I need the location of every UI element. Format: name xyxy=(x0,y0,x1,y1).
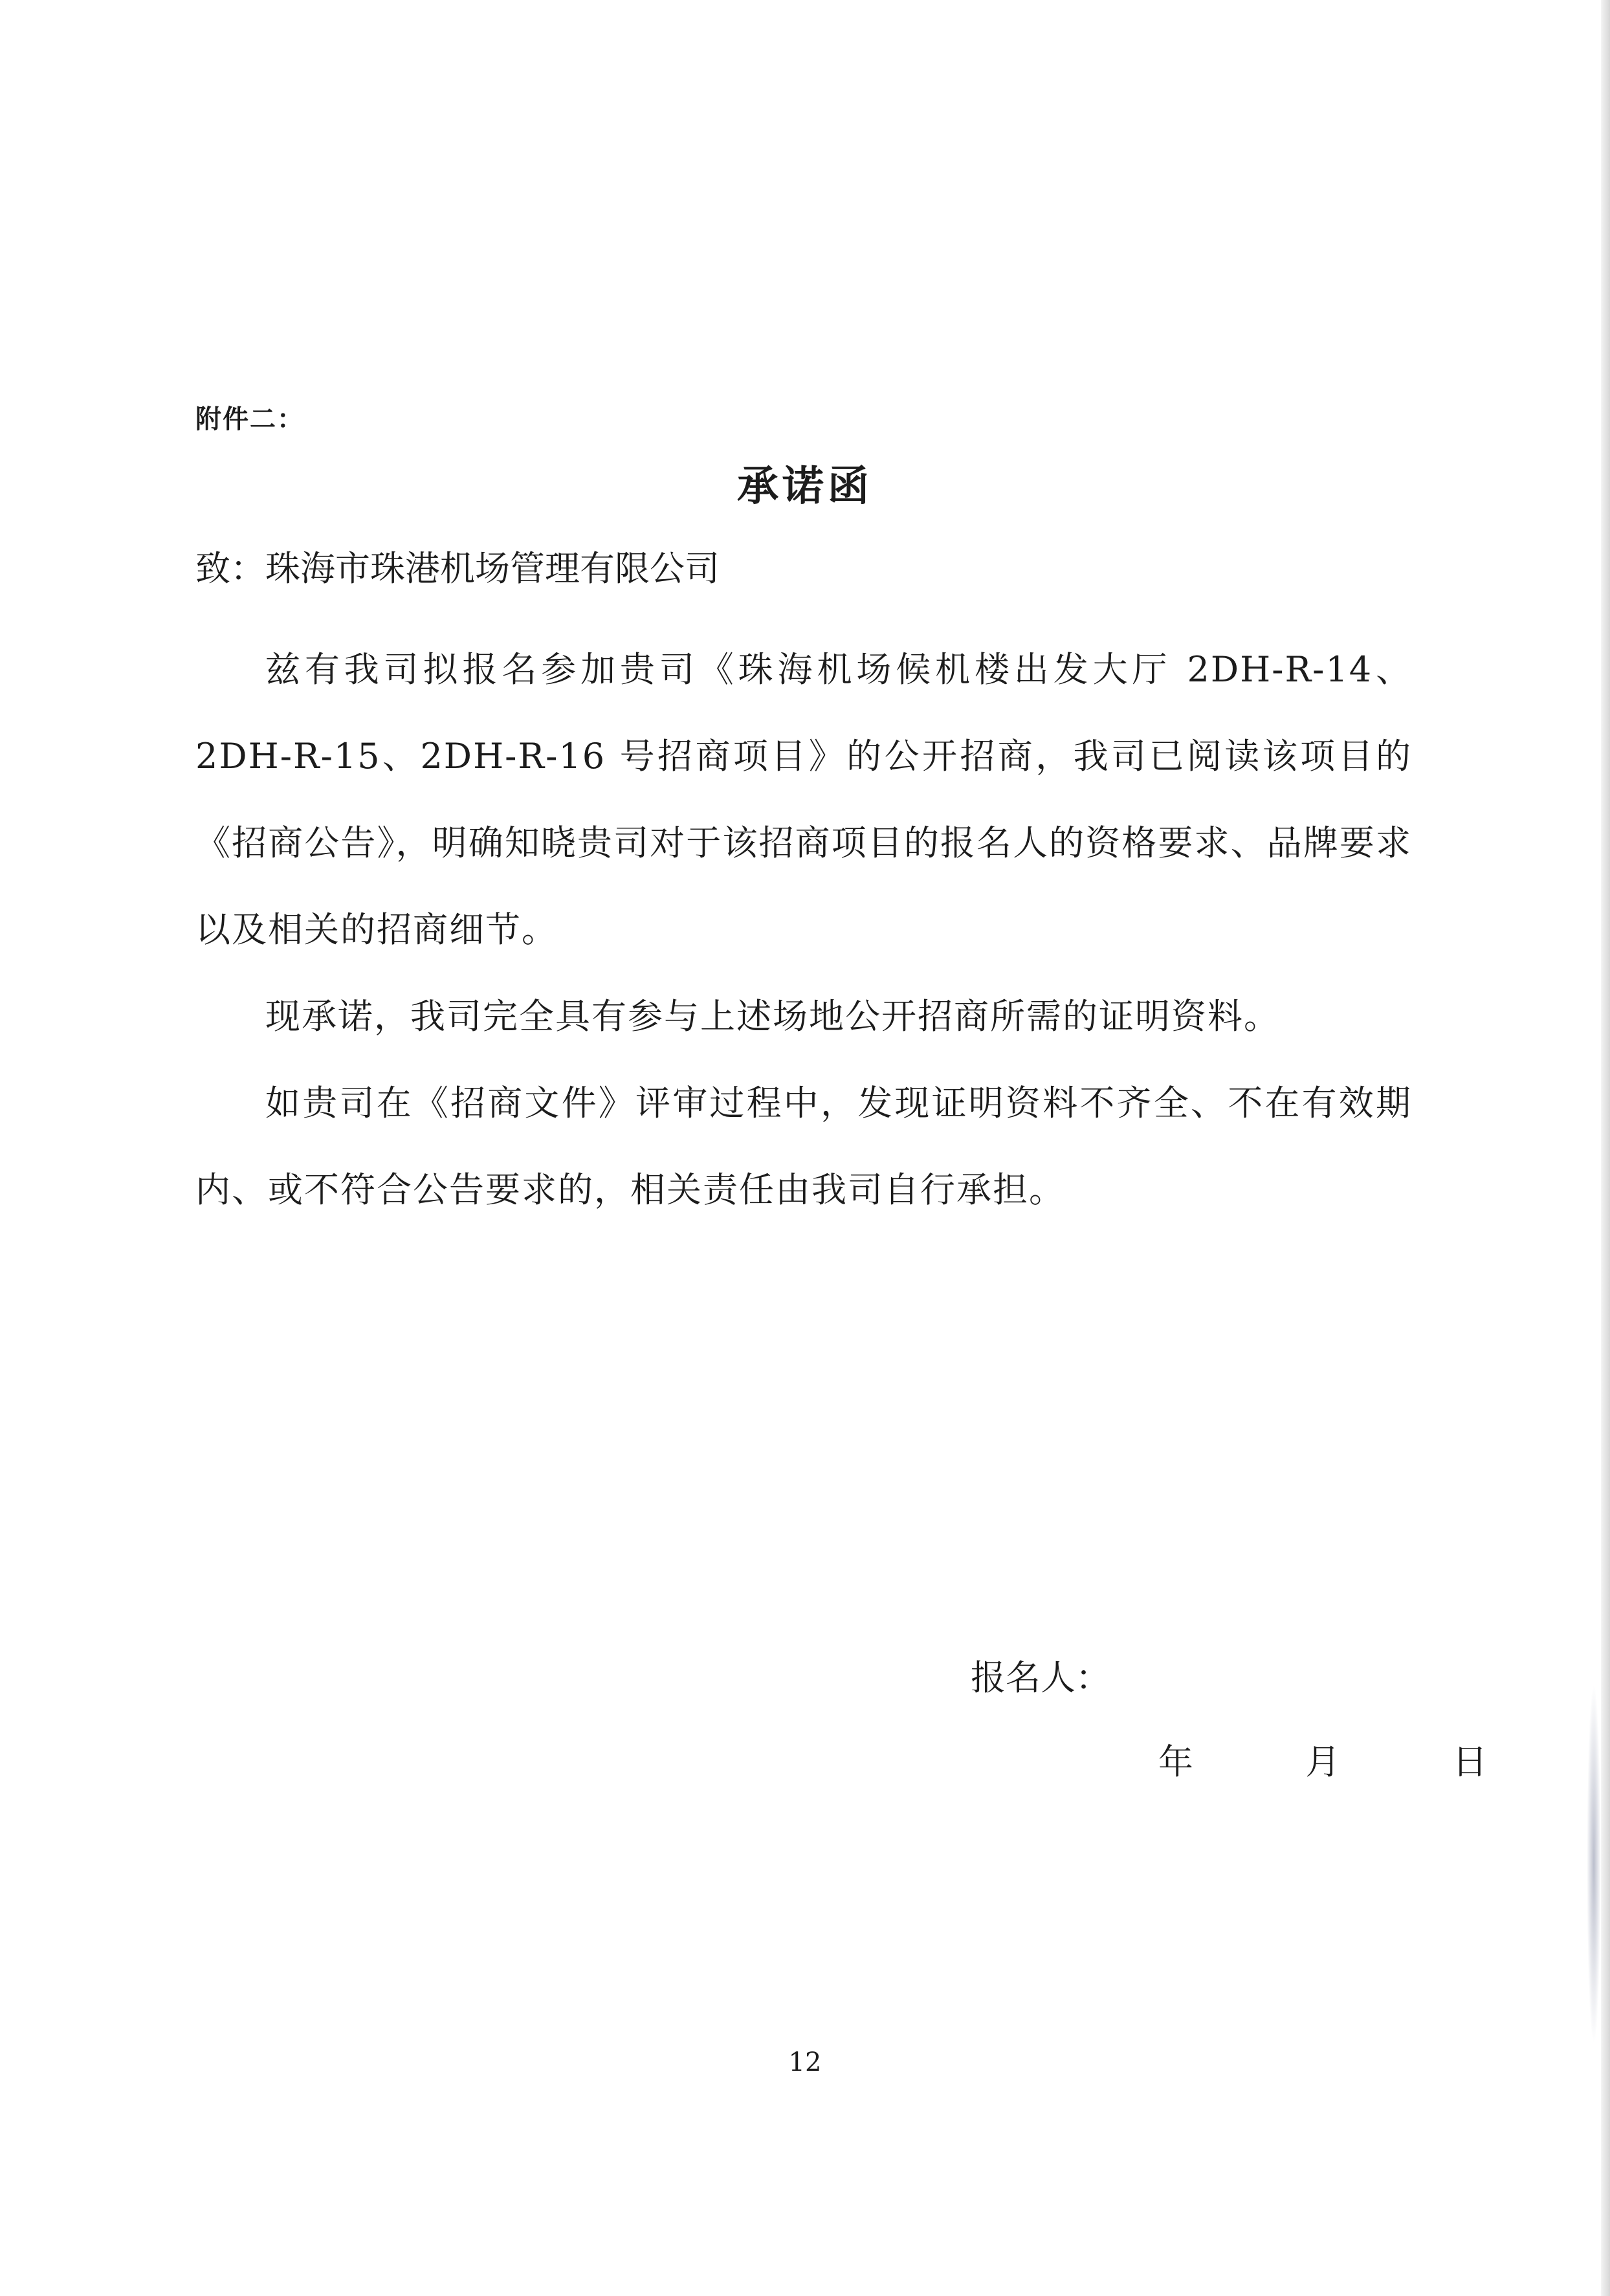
signature-label: 报名人： xyxy=(971,1657,1110,1698)
body-paragraph-3: 如贵司在《招商文件》评审过程中，发现证明资料不齐全、不在有效期内、或不符合公告要求的，相关责任由我司自行承担。 xyxy=(195,1083,1412,1210)
body-paragraph-1: 兹有我司拟报名参加贵司《珠海机场候机楼出发大厅 2DH-R-14、2DH-R-15、2DH-R-16 号招商项目》的公开招商，我司已阅读该项目的《招商公告》，明确知晓贵司对于该招商项目的报名人的资格要求、品牌要求以及相关的招商细节。 xyxy=(195,649,1412,950)
addressee-line: 致：珠海市珠港机场管理有限公司 xyxy=(195,548,720,589)
date-day: 日 xyxy=(1452,1741,1488,1782)
body-paragraph-2: 现承诺，我司完全具有参与上述场地公开招商所需的证明资料。 xyxy=(265,996,1280,1037)
attachment-label: 附件二： xyxy=(195,404,304,434)
letter-body xyxy=(195,626,1412,1233)
date-month: 月 xyxy=(1305,1741,1341,1782)
scan-artifact xyxy=(1587,1683,1601,2045)
document-title: 承诺函 xyxy=(737,462,873,511)
date-line xyxy=(1158,1734,1487,1784)
page-edge xyxy=(1601,0,1610,2296)
date-year: 年 xyxy=(1158,1741,1193,1782)
page-number: 12 xyxy=(788,2048,822,2077)
